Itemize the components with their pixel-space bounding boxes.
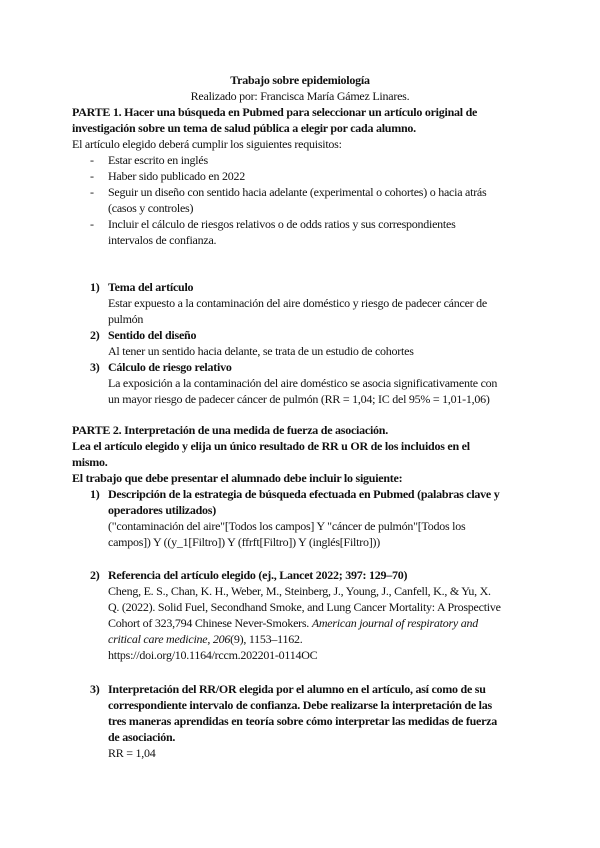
bullet: - (90, 169, 94, 183)
item-title: Descripción de la estrategia de búsqueda efectuada en Pubmed (palabras clave y (108, 487, 500, 501)
requirement-item: intervalos de confianza. (108, 233, 217, 247)
requirement-item: Estar escrito en inglés (108, 153, 208, 167)
bullet: - (90, 153, 94, 167)
item-title: Referencia del artículo elegido (ej., Lancet 2022; 397: 129–70) (108, 568, 408, 582)
item-number: 2) (90, 328, 100, 342)
answer-title: Sentido del diseño (108, 328, 197, 342)
reference-text: critical care medicine, 206(9), 1153–1162. (108, 632, 303, 646)
document-title: Trabajo sobre epidemiología (230, 73, 370, 87)
item-title: Interpretación del RR/OR elegida por el alumno en el artículo, así como de su (108, 682, 486, 696)
answer-body: pulmón (108, 312, 144, 326)
answer-title: Tema del artículo (108, 280, 194, 294)
item-title: de asociación. (108, 730, 176, 744)
pages: (9), 1153–1162. (230, 632, 303, 646)
requirement-item: Incluir el cálculo de riesgos relativos o de odds ratios y sus correspondientes (108, 217, 456, 231)
item-title: operadores utilizados) (108, 503, 216, 517)
journal-name: American journal of respiratory and (311, 616, 478, 630)
answer-title: Cálculo de riesgo relativo (108, 360, 232, 374)
answer-body: Al tener un sentido hacia delante, se trata de un estudio de cohortes (108, 344, 414, 358)
parte2-heading: El trabajo que debe presentar el alumnado debe incluir lo siguiente: (72, 471, 403, 485)
item-title: correspondiente intervalo de confianza. Debe realizarse la interpretación de las (108, 698, 492, 712)
parte2-heading: PARTE 2. Interpretación de una medida de fuerza de asociación. (72, 423, 388, 437)
answer-body: La exposición a la contaminación del aire doméstico se asocia significativamente con (108, 376, 498, 390)
search-strategy: campos]) Y ((y_1[Filtro]) Y (ffrft[Filtro]) Y (inglés[Filtro])) (108, 535, 380, 549)
item-number: 3) (90, 360, 100, 374)
search-strategy: ("contaminación del aire"[Todos los campos] Y "cáncer de pulmón"[Todos los (108, 519, 466, 533)
requirement-item: Seguir un diseño con sentido hacia adelante (experimental o cohortes) o hacia atrás (108, 185, 487, 199)
doi-link[interactable]: https://doi.org/10.1164/rccm.202201-0114OC (108, 648, 318, 662)
bullet: - (90, 185, 94, 199)
parte1-heading: PARTE 1. Hacer una búsqueda en Pubmed para seleccionar un artículo original de (72, 105, 478, 119)
reference-text: Cheng, E. S., Chan, K. H., Weber, M., Steinberg, J., Young, J., Canfell, K., & Yu, X. (108, 584, 491, 598)
item-title: tres maneras aprendidas en teoría sobre cómo interpretar las medidas de fuerza (108, 714, 498, 728)
parte1-intro: El artículo elegido deberá cumplir los siguientes requisitos: (72, 137, 342, 151)
reference-text (108, 615, 478, 631)
parte1-heading: investigación sobre un tema de salud pública a elegir por cada alumno. (72, 121, 416, 135)
bullet: - (90, 217, 94, 231)
item-number: 1) (90, 280, 100, 294)
item-number: 2) (90, 568, 100, 582)
answer-body: Estar expuesto a la contaminación del aire doméstico y riesgo de padecer cáncer de (108, 296, 487, 310)
parte2-heading: mismo. (72, 455, 108, 469)
reference-text: Cohort of 323,794 Chinese Never-Smokers. (108, 616, 312, 630)
item-number: 1) (90, 487, 100, 501)
requirement-item: (casos y controles) (108, 201, 194, 215)
journal-name: critical care medicine (108, 632, 208, 646)
reference-text: Q. (2022). Solid Fuel, Secondhand Smoke, and Lung Cancer Mortality: A Prospective (108, 600, 501, 614)
rr-value: RR = 1,04 (108, 746, 156, 760)
answer-body: un mayor riesgo de padecer cáncer de pulmón (RR = 1,04; IC del 95% = 1,01-1,06) (108, 392, 490, 406)
volume: 206 (212, 632, 231, 646)
requirement-item: Haber sido publicado en 2022 (108, 169, 245, 183)
item-number: 3) (90, 682, 100, 696)
parte2-heading: Lea el artículo elegido y elija un único resultado de RR u OR de los incluidos en el (72, 439, 470, 453)
author-line: Realizado por: Francisca María Gámez Linares. (190, 89, 410, 103)
